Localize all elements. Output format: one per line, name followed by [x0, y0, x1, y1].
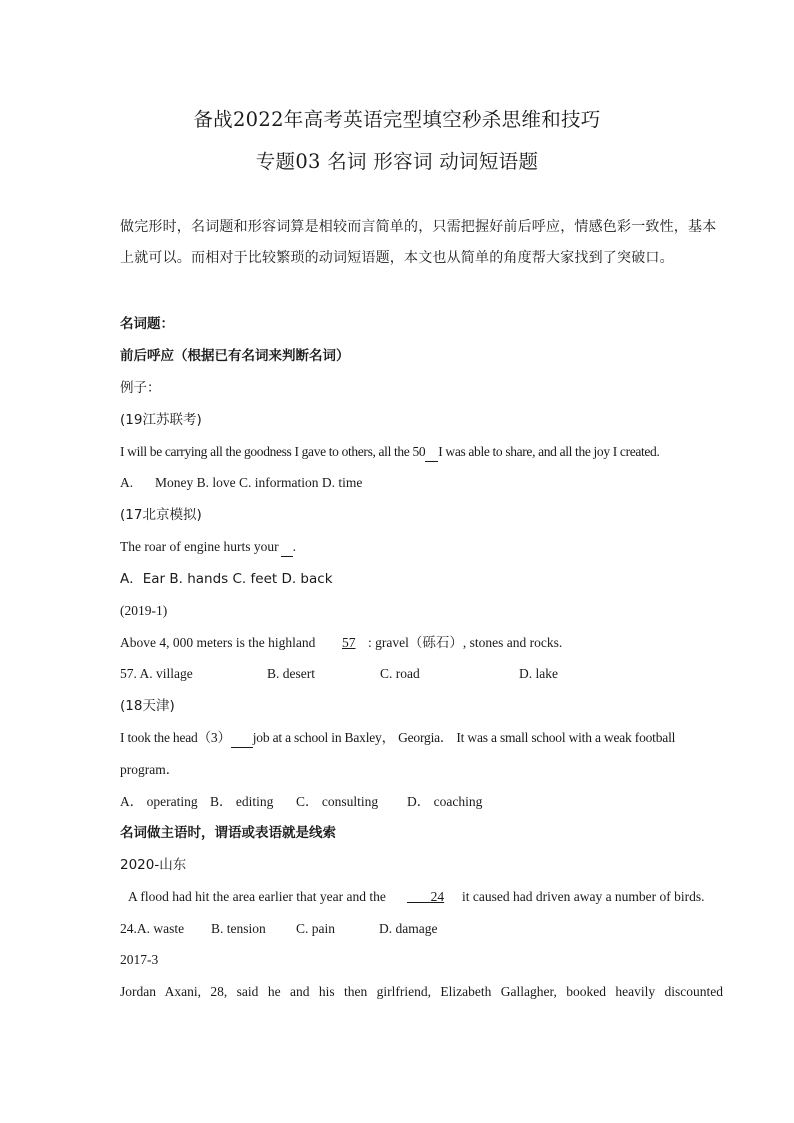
q1-options-rest: Money B. love C. information D. time [155, 475, 363, 490]
q3-option-d: D. lake [519, 666, 558, 681]
q3-option-c: C. road [380, 666, 420, 681]
q1-stem [120, 443, 730, 462]
q3-source: (2019-1) [120, 603, 168, 618]
q5-number: 24 [430, 889, 445, 904]
q3-stem-part2: : gravel（砾石）, stones and rocks. [368, 635, 563, 650]
q4-stem [120, 729, 730, 748]
q4-stem-part2: job at a school in Baxley， Georgia． It was a small school with a weak football [252, 730, 676, 745]
q6-stem: Jordan Axani, 28, said he and his then girlfriend, Elizabeth Gallagher, booked heavily discounted [120, 984, 723, 999]
q3-blank-number: 57 [342, 635, 356, 650]
page-subtitle: 专题03 名词 形容词 动词短语题 [255, 150, 539, 173]
q5-source: 2020-山东 [120, 857, 187, 873]
q5-option-a: 24.A. waste [120, 921, 185, 936]
subheading-context: 前后呼应（根据已有名词来判断名词） [120, 348, 350, 364]
page-title: 备战2022年高考英语完型填空秒杀思维和技巧 [193, 108, 601, 131]
q3-option-b: B. desert [267, 666, 315, 681]
q2-stem-text: The roar of engine hurts your [120, 539, 279, 554]
q5-blank-number [407, 888, 444, 906]
intro-paragraph: 做完形时，名词题和形容词算是相较而言简单的，只需把握好前后呼应，情感色彩一致性，基本上就可以。而相对于比较繁琐的动词短语题，本文也从简单的角度帮大家找到了突破口。 [120, 219, 717, 266]
q2-stem [120, 538, 730, 557]
q3-option-a: 57. A. village [120, 666, 193, 681]
q4-option-d: D． coaching [407, 794, 483, 809]
q5-stem-part1: A flood had hit the area earlier that year and the [128, 889, 386, 904]
q2-blank [281, 538, 293, 557]
q4-option-b: B． editing [210, 794, 274, 809]
q5-option-c: C. pain [296, 921, 335, 936]
q4-stem-part1: I took the head（3） [120, 730, 231, 745]
q4-source: (18天津) [120, 698, 175, 714]
q4-blank [231, 729, 253, 748]
q1-source: (19江苏联考) [120, 412, 202, 428]
section-heading-nouns: 名词题： [120, 316, 174, 332]
q2-stem-end: . [292, 539, 296, 554]
q5-option-d: D. damage [379, 921, 438, 936]
section-heading-subject: 名词做主语时，谓语或表语就是线索 [120, 825, 336, 841]
q5-option-b: B. tension [211, 921, 266, 936]
q4-option-c: C． consulting [296, 794, 379, 809]
example-label: 例子： [120, 380, 161, 396]
q1-stem-part2: I was able to share, and all the joy I created. [438, 444, 660, 459]
q5-stem-part2: it caused had driven away a number of birds. [462, 889, 705, 904]
q2-source: (17北京模拟) [120, 507, 202, 523]
q6-source: 2017-3 [120, 952, 159, 967]
q1-blank [425, 443, 438, 462]
q1-stem-part1: I will be carrying all the goodness I gave to others, all the 50 [120, 444, 426, 459]
q1-option-a: A. [120, 475, 134, 490]
q2-options: A．Ear B. hands C. feet D. back [120, 571, 333, 587]
q3-stem-part1: Above 4, 000 meters is the highland [120, 635, 316, 650]
q4-option-a: A． operating [120, 794, 198, 809]
q4-stem-cont: program． [120, 762, 180, 777]
